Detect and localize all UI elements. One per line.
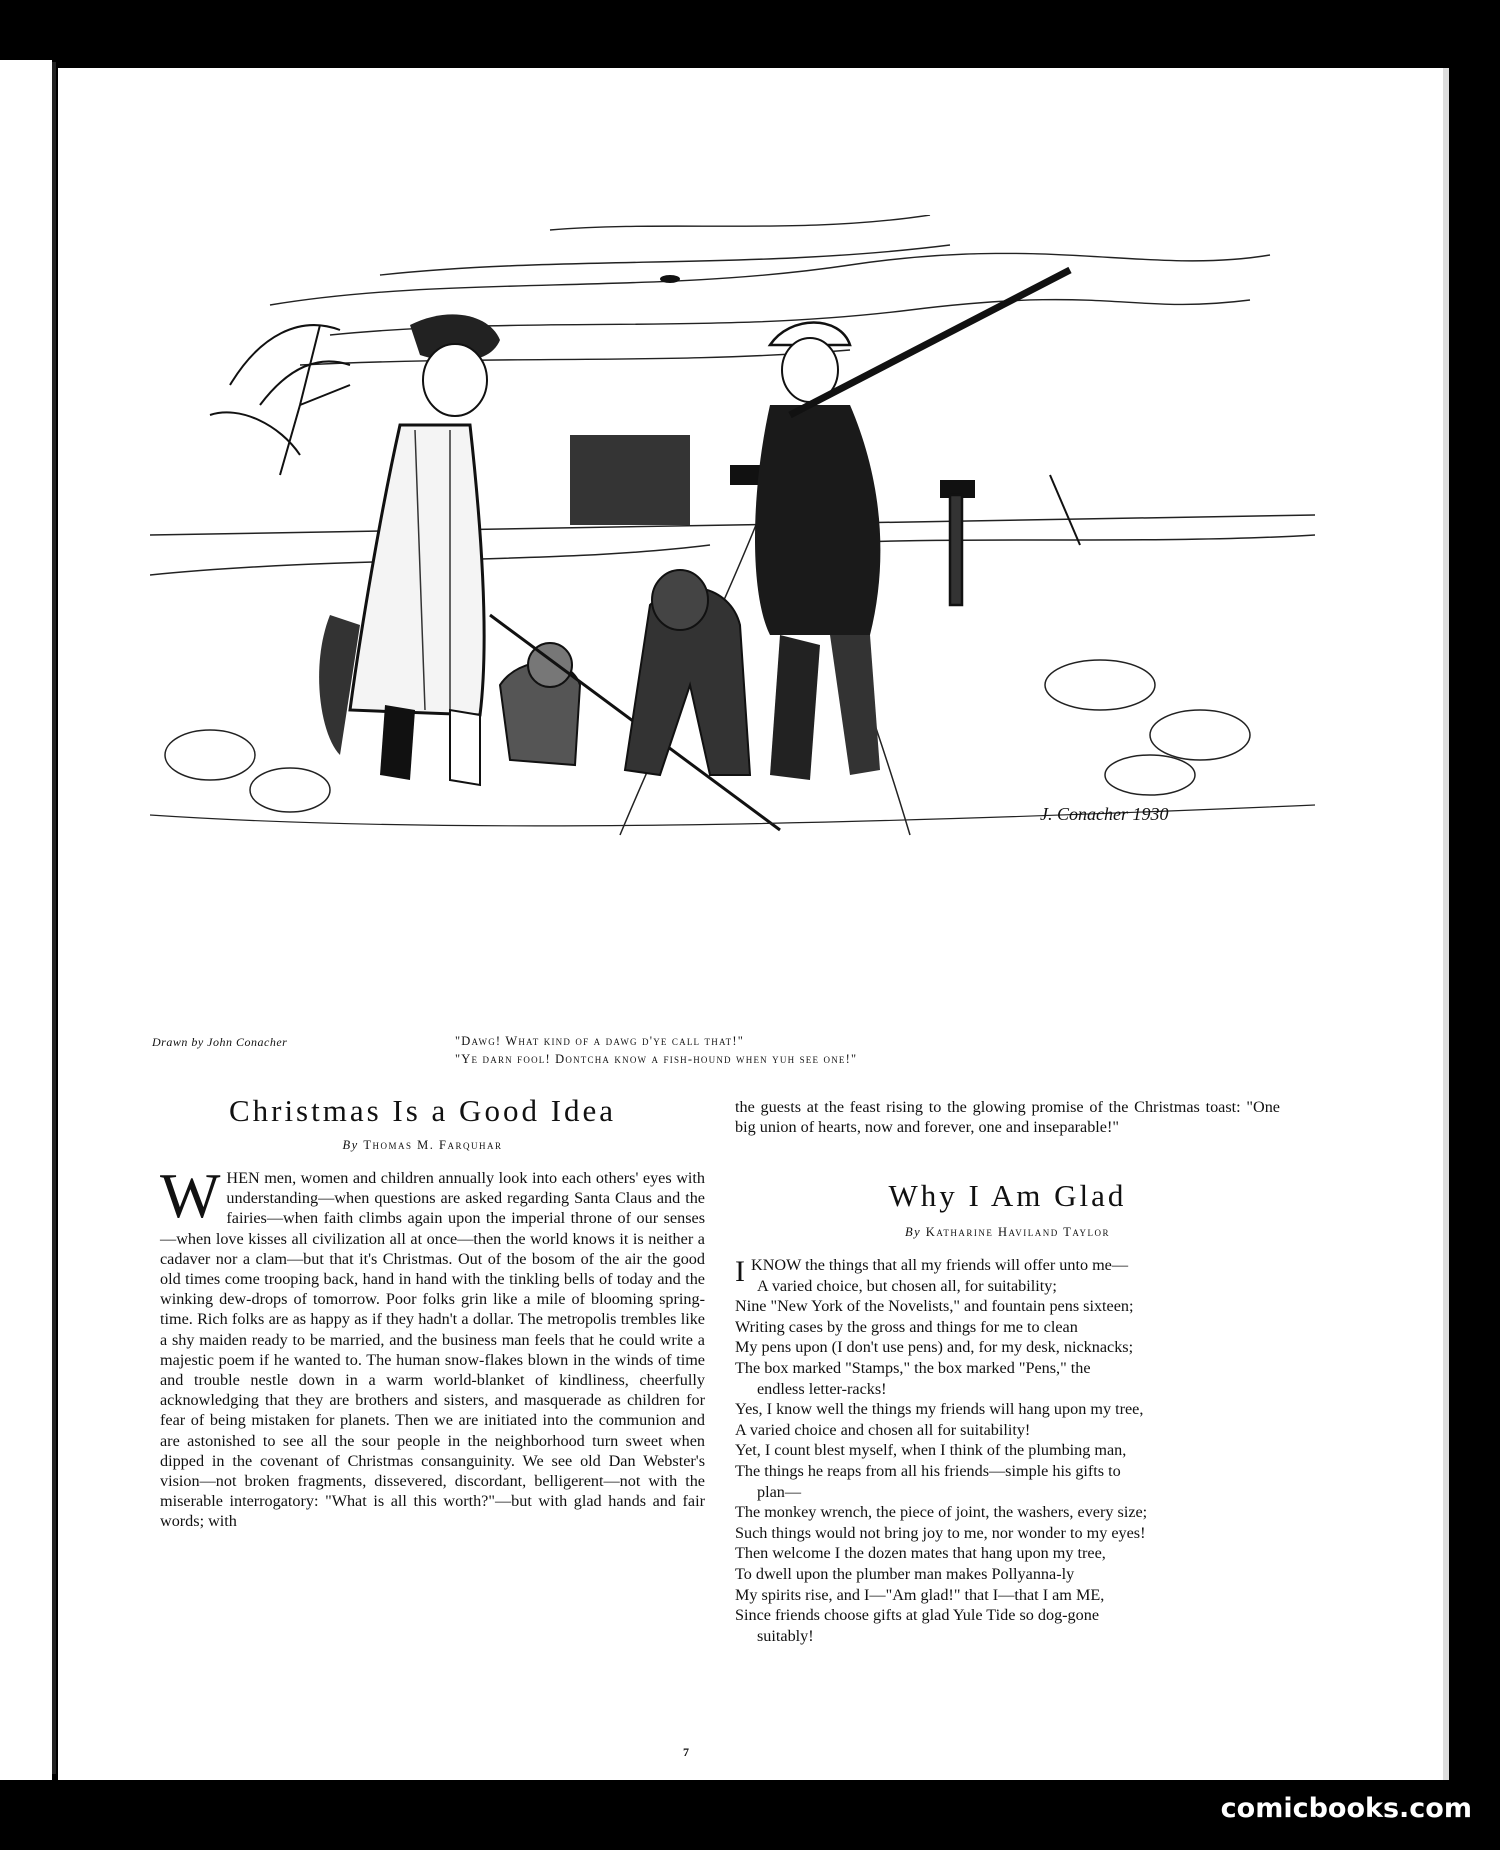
poem-line: My pens upon (I don't use pens) and, for my desk, nicknacks;: [735, 1338, 1134, 1357]
caption-line-1: "Dawg! What kind of a dawg d'ye call that!": [455, 1034, 745, 1048]
poem-line: Nine "New York of the Novelists," and fountain pens sixteen;: [735, 1297, 1134, 1316]
terrier-dog: [500, 643, 580, 765]
poem-line: Yes, I know well the things my friends will hang upon my tree,: [735, 1400, 1144, 1419]
boy-figure: [319, 314, 500, 785]
poem-byline: [735, 1225, 1280, 1240]
article-body-left-column: [160, 1160, 705, 1532]
illustration-caption: [455, 1032, 1075, 1068]
poem-first-line-text: KNOW the things that all my friends will offer unto me—: [751, 1256, 1129, 1274]
poem-line: suitably!: [757, 1626, 814, 1645]
page-edge-right: [1443, 68, 1449, 1780]
poem-line: The things he reaps from all his friends—simple his gifts to: [735, 1461, 1121, 1480]
poem-line: Then welcome I the dozen mates that hang upon my tree,: [735, 1544, 1106, 1563]
poem-line: To dwell upon the plumber man makes Pollyanna-ly: [735, 1564, 1075, 1583]
poem-line: endless letter-racks!: [757, 1379, 887, 1398]
poem-title: Why I Am Glad: [888, 1178, 1127, 1213]
poem-line: A varied choice, but chosen all, for suitability;: [757, 1276, 1057, 1295]
caption-line-2: "Ye darn fool! Dontcha know a fish-hound when yuh see one!": [455, 1052, 858, 1066]
poem-byline-prefix: By: [904, 1225, 922, 1239]
poem-body: [735, 1255, 1280, 1646]
article-byline: [155, 1138, 690, 1153]
poem-line: Yet, I count blest myself, when I think of the plumbing man,: [735, 1441, 1127, 1460]
illustration-credit: Drawn by John Conacher: [152, 1035, 288, 1049]
page-binding-left: [0, 60, 52, 1780]
poem-line: My spirits rise, and I—"Am glad!" that I—that I am ME,: [735, 1585, 1105, 1604]
article-body-text: HEN men, women and children annually look into each others' eyes with understanding—when questions are asked regarding Santa Claus and the fairies—when faith climbs again upon the imperial throne of our senses—when love kisses all civilization all at once—then the world knows it is neither a cadaver nor a clam—but that it's Christmas. Out of the bosom of the air the good old times come trooping back, hand in hand with the tinkling bells of today and the winking dew-drops of tomorrow. Poor folks grin like a mile of blooming spring-time. Rich folks are as happy as if they hadn't a dollar. The metropolis trembles like a shy maiden ready to be married, and the business man feels that he could write a majestic poem if he wanted to. The human snow-flakes blown in the winds of time and trouble nestle down in a warm world-blanket of kindliness, cheerfully acknowledging that they are brothers and sisters, and masquerade as children for fear of being mistaken for planets. Then we are initiated into the communion and are astonished to see all the sour people in the neighborhood turn sweet when dipped in the covenant of Christmas consanguinity. We see old Dan Webster's vision—not broken fragments, dissevered, discordant, belligerent—not with the miserable interrogatory: "What is all this worth?"—but with glad hands and fair words; with: [160, 1169, 705, 1531]
poem-author-name: Katharine Haviland Taylor: [925, 1225, 1111, 1239]
bird-mark: [660, 275, 680, 283]
poem-line: The box marked "Stamps," the box marked "Pens," the: [735, 1358, 1091, 1377]
poem-line: The monkey wrench, the piece of joint, the washers, every size;: [735, 1503, 1148, 1522]
poem-line: plan—: [757, 1482, 802, 1501]
article-title: Christmas Is a Good Idea: [228, 1093, 617, 1128]
binding-gutter-line: [52, 62, 56, 1774]
drop-cap: W: [160, 1160, 221, 1231]
author-name: Thomas M. Farquhar: [363, 1138, 503, 1152]
watermark: comicbooks.com: [1220, 1793, 1472, 1824]
byline-prefix: By: [342, 1138, 359, 1152]
poem-lines: [735, 1276, 1280, 1647]
setter-dog: [625, 570, 750, 775]
artist-signature: J. Conacher 1930: [1040, 804, 1169, 824]
article-body-continuation: the guests at the feast rising to the glowing promise of the Christmas toast: "One big union of hearts, now and forever, one and inseparable!": [735, 1098, 1280, 1137]
hunter-figure: [755, 270, 1070, 780]
pen-ink-illustration: [150, 215, 1315, 1045]
poem-line: Since friends choose gifts at glad Yule Tide so dog-gone: [735, 1606, 1100, 1625]
article-body-right-column: [735, 1097, 1280, 1137]
poem-line: Writing cases by the gross and things for me to clean: [735, 1317, 1078, 1336]
poem-line: Such things would not bring joy to me, nor wonder to my eyes!: [735, 1523, 1146, 1542]
poem-drop-cap: I: [735, 1255, 745, 1288]
poem-line: A varied choice and chosen all for suitability!: [735, 1420, 1031, 1439]
page-number: 7: [683, 1745, 689, 1759]
